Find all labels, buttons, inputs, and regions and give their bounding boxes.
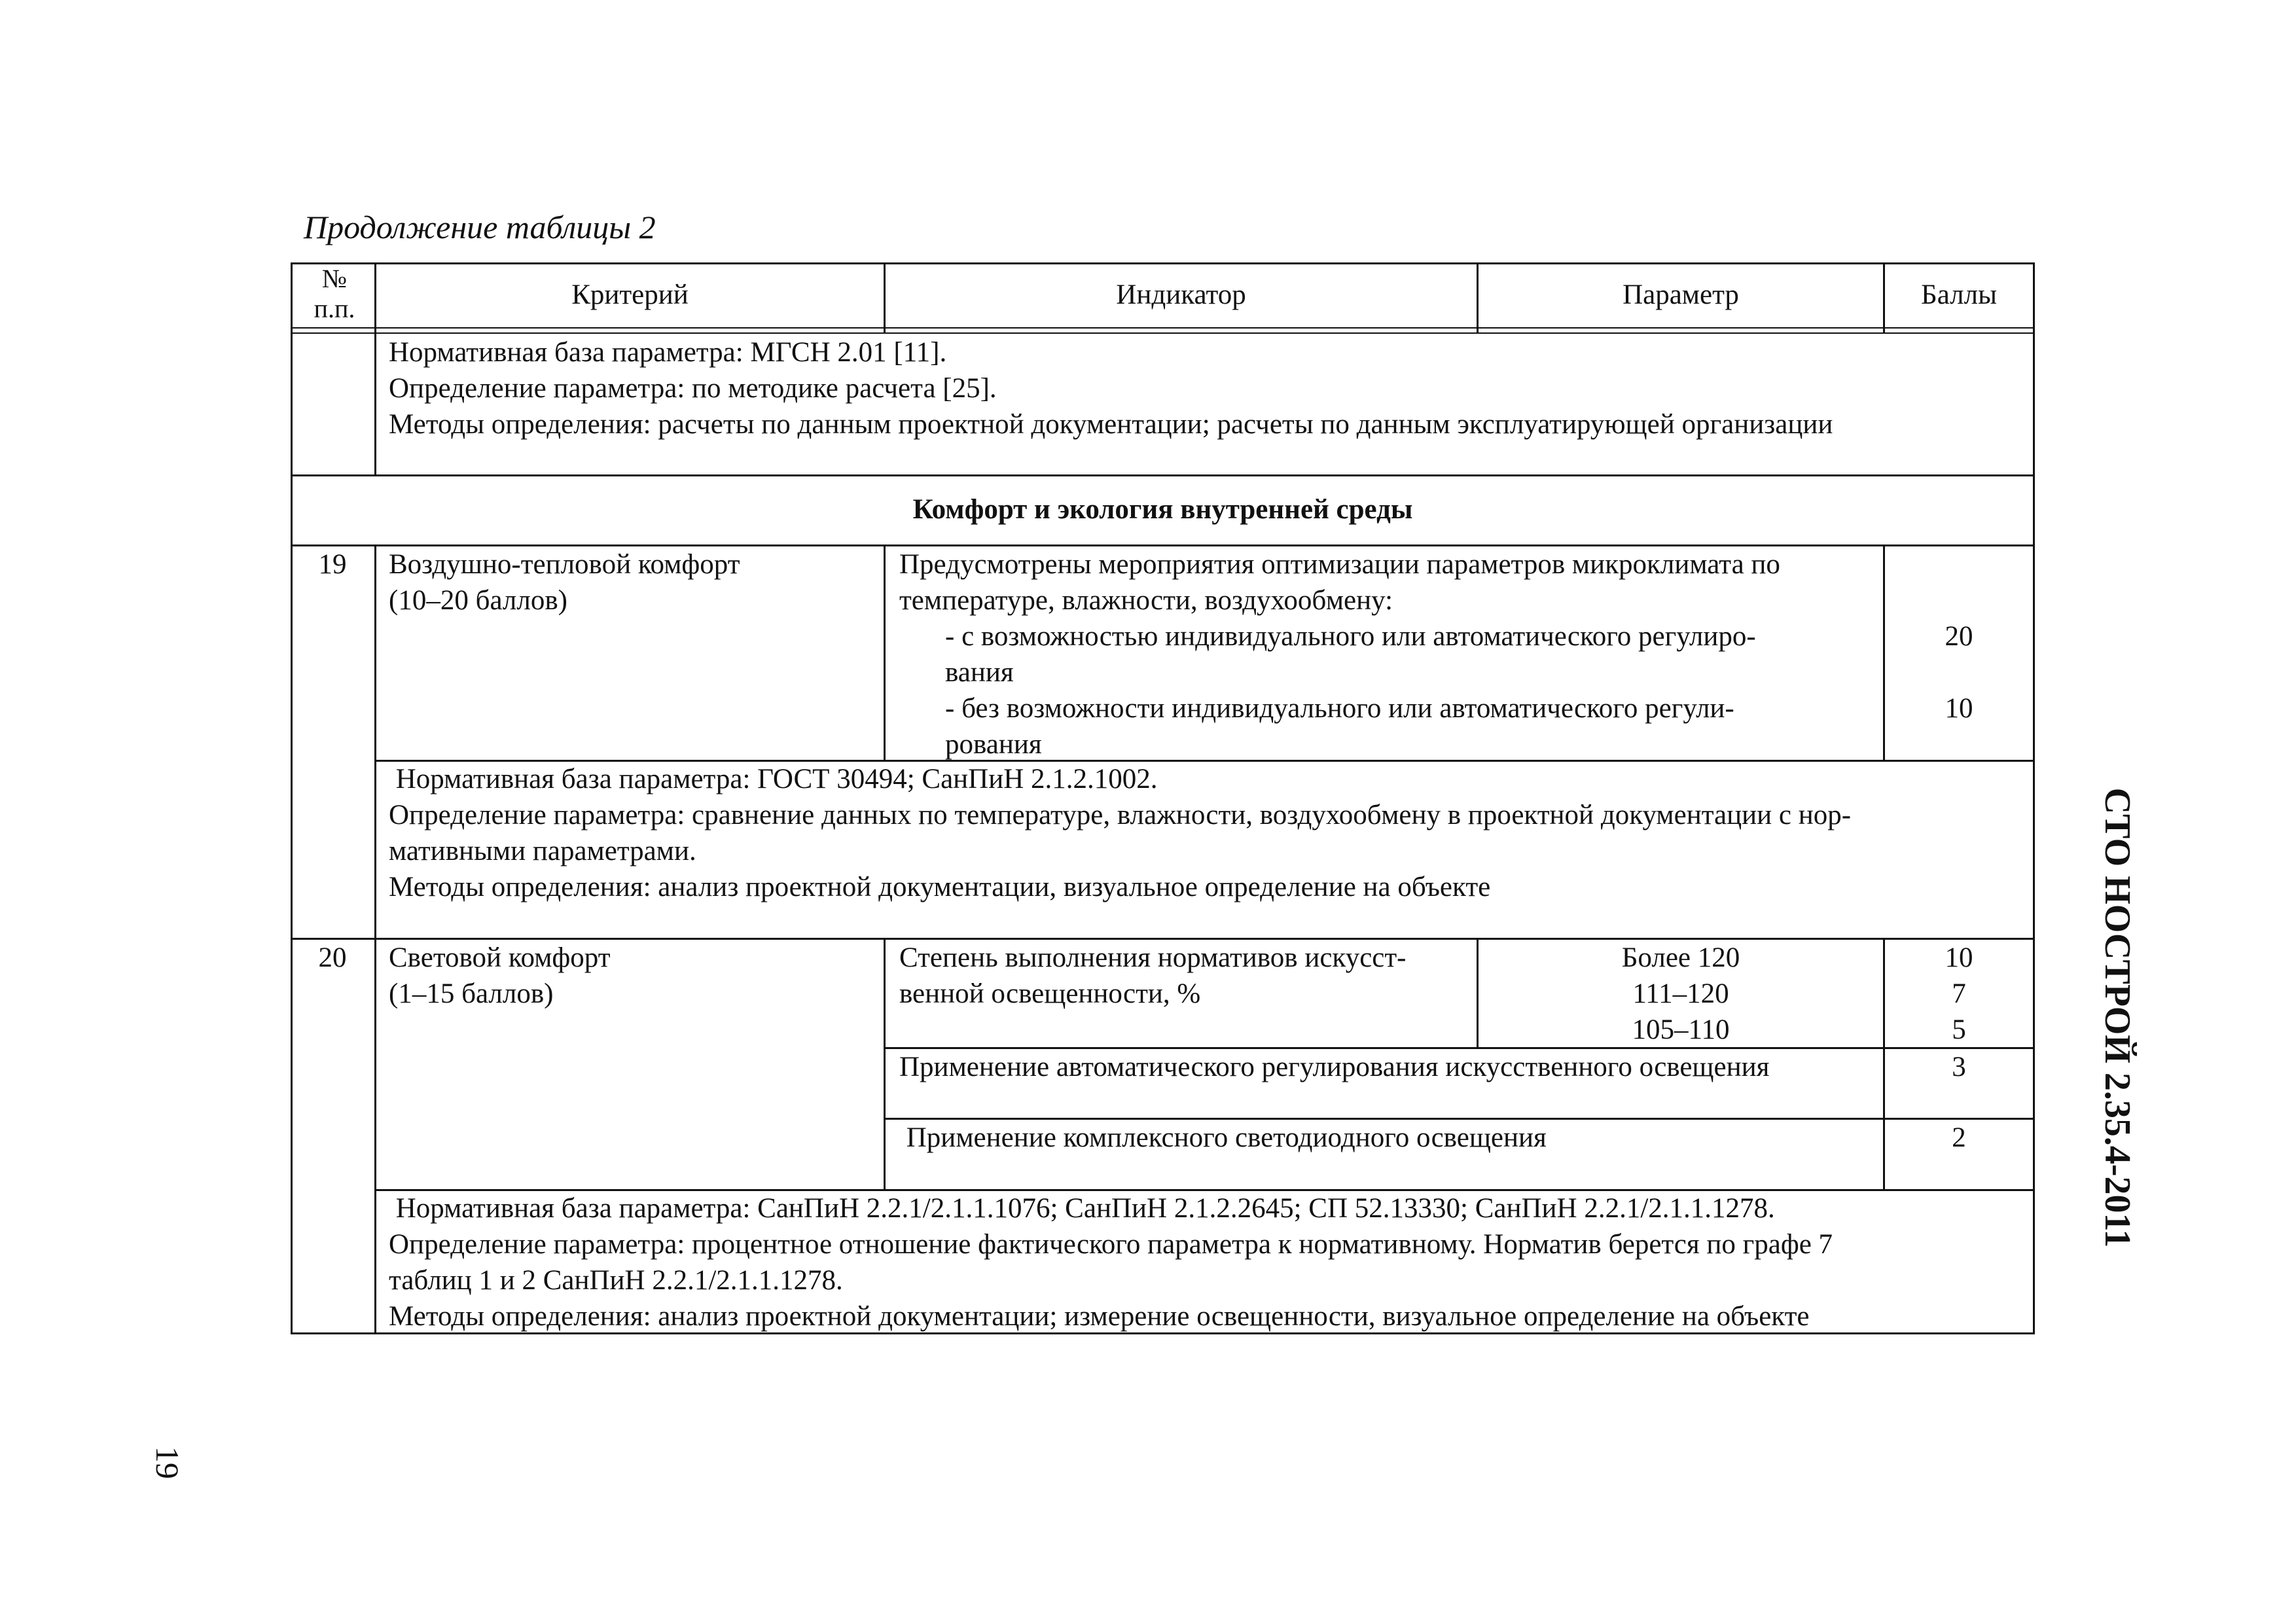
row20-definition: Определение параметра: процентное отношение фактического параметра к нормативному. Норматив берется по графе 7 таблиц 1 и 2 СанПиН 2.2.1/2.1.1.1278.	[389, 1229, 1833, 1296]
points-value: 7	[1952, 978, 1966, 1009]
col-divider	[374, 544, 376, 1333]
row20-points-3: 2	[1952, 1122, 1966, 1153]
prev-methods: Методы определения: расчеты по данным проектной документации; расчеты по данным эксплуатирующей организации	[389, 409, 1833, 440]
prev-definition: Определение параметра: по методике расчета [25].	[389, 373, 997, 404]
row19-indicator	[899, 546, 1878, 762]
row20-methods: Методы определения: анализ проектной документации; измерение освещенности, визуальное определение на объекте	[389, 1301, 1810, 1332]
row20-parameter-values	[1479, 940, 1883, 1048]
row19-norm-base: Нормативная база параметра: ГОСТ 30494; СанПиН 2.1.2.1002.	[389, 764, 1158, 794]
row19-indicator-intro: Предусмотрены мероприятия оптимизации параметров микроклимата по температуре, влажности, воздухообмену:	[899, 549, 1780, 616]
page-number: 19	[149, 1446, 186, 1479]
table-border-top	[291, 262, 2035, 264]
header-number: № п.п.	[314, 264, 355, 323]
parameter-value: 105–110	[1632, 1014, 1730, 1045]
document-code: СТО НОСТРОЙ 2.35.4-2011	[2097, 787, 2138, 1248]
parameter-value: 111–120	[1632, 978, 1729, 1009]
row19-points-1: 20	[1945, 621, 1973, 652]
col-divider	[884, 544, 886, 761]
row19-methods: Методы определения: анализ проектной документации, визуальное определение на объекте	[389, 872, 1491, 902]
points-value: 5	[1952, 1014, 1966, 1045]
parameter-value: Более 120	[1621, 942, 1740, 973]
row19-option-1: - с возможностью индивидуального или автоматического регулиро- вания	[945, 621, 1756, 688]
row20-norm-base: Нормативная база параметра: СанПиН 2.2.1/2.1.1.1076; СанПиН 2.1.2.2645; СП 52.13330; СанПиН 2.2.1/2.1.1.1278.	[389, 1193, 1775, 1224]
header-points: Баллы	[1921, 279, 1997, 310]
row20-points-2: 3	[1952, 1052, 1966, 1082]
criteria-table	[291, 262, 2035, 1334]
row20-points-values	[1885, 940, 2033, 1048]
row20-indicator-3: Применение комплексного светодиодного освещения	[899, 1122, 1547, 1153]
row20-number: 20	[318, 942, 347, 973]
row19-notes	[389, 761, 2025, 905]
row20-notes	[389, 1190, 2028, 1334]
table-caption: Продолжение таблицы 2	[304, 209, 656, 245]
row-divider	[291, 474, 2035, 476]
header-parameter: Параметр	[1623, 279, 1739, 310]
row19-points-2: 10	[1945, 693, 1973, 724]
table-border-right	[2033, 262, 2035, 1334]
header-indicator: Индикатор	[1116, 279, 1246, 310]
col-divider	[884, 938, 886, 1190]
header-criterion: Критерий	[571, 279, 689, 310]
prev-row-notes	[389, 334, 2025, 442]
prev-norm-base: Нормативная база параметра: МГСН 2.01 [11].	[389, 337, 947, 368]
row19-option-2: - без возможности индивидуального или автоматического регули- рования	[945, 693, 1734, 760]
table-border-left	[291, 262, 293, 1334]
row20-criterion: Световой комфорт (1–15 баллов)	[389, 942, 611, 1009]
row19-criterion: Воздушно-тепловой комфорт (10–20 баллов)	[389, 549, 740, 616]
points-value: 10	[1945, 942, 1973, 973]
row20-indicator-1: Степень выполнения нормативов искусст- венной освещенности, %	[899, 942, 1407, 1009]
section-title: Комфорт и экология внутренней среды	[912, 494, 1413, 525]
row20-indicator-2: Применение автоматического регулирования искусственного освещения	[899, 1052, 1770, 1082]
row19-number: 19	[318, 549, 347, 580]
header-divider-1	[291, 327, 2035, 329]
row19-definition: Определение параметра: сравнение данных по температуре, влажности, воздухообмену в проектной документации с нор- мативными параметрами.	[389, 800, 1852, 866]
header-divider-2	[291, 332, 2035, 334]
